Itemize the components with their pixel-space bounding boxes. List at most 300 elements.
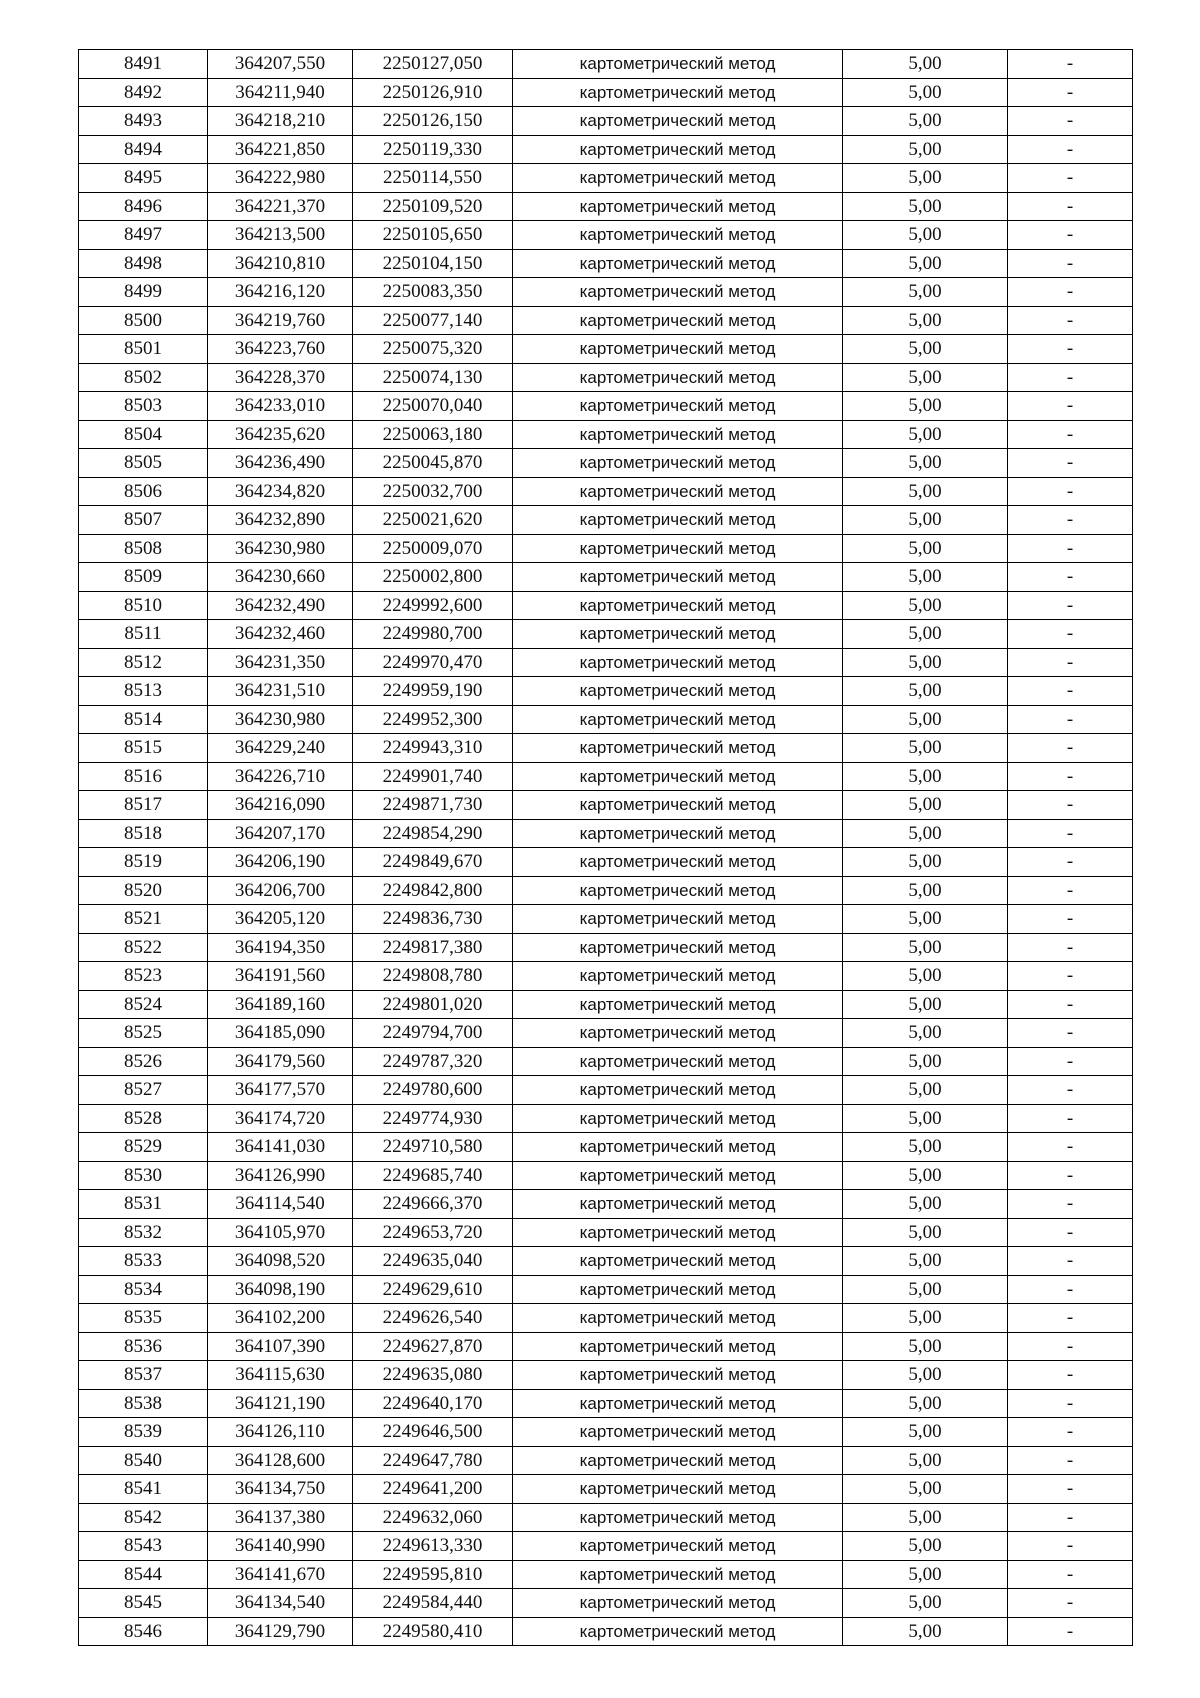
accuracy-cell: 5,00 xyxy=(843,677,1008,706)
method-cell: картометрический метод xyxy=(513,1047,843,1076)
method-cell: картометрический метод xyxy=(513,933,843,962)
point-number-cell: 8533 xyxy=(79,1247,208,1276)
method-cell: картометрический метод xyxy=(513,1019,843,1048)
note-cell: - xyxy=(1008,1019,1133,1048)
table-row xyxy=(79,1076,1133,1105)
x-coordinate-cell: 364211,940 xyxy=(208,78,353,107)
x-coordinate-cell: 364222,980 xyxy=(208,164,353,193)
note-cell: - xyxy=(1008,1190,1133,1219)
y-coordinate-cell: 2250105,650 xyxy=(353,221,513,250)
x-coordinate-cell: 364229,240 xyxy=(208,734,353,763)
table-row xyxy=(79,1389,1133,1418)
note-cell: - xyxy=(1008,135,1133,164)
accuracy-cell: 5,00 xyxy=(843,734,1008,763)
table-row xyxy=(79,192,1133,221)
table-row xyxy=(79,1247,1133,1276)
accuracy-cell: 5,00 xyxy=(843,1560,1008,1589)
note-cell: - xyxy=(1008,534,1133,563)
note-cell: - xyxy=(1008,1332,1133,1361)
accuracy-cell: 5,00 xyxy=(843,791,1008,820)
table-row xyxy=(79,677,1133,706)
point-number-cell: 8522 xyxy=(79,933,208,962)
note-cell: - xyxy=(1008,1218,1133,1247)
x-coordinate-cell: 364232,890 xyxy=(208,506,353,535)
y-coordinate-cell: 2250109,520 xyxy=(353,192,513,221)
point-number-cell: 8527 xyxy=(79,1076,208,1105)
y-coordinate-cell: 2249871,730 xyxy=(353,791,513,820)
note-cell: - xyxy=(1008,420,1133,449)
y-coordinate-cell: 2249943,310 xyxy=(353,734,513,763)
x-coordinate-cell: 364235,620 xyxy=(208,420,353,449)
accuracy-cell: 5,00 xyxy=(843,1389,1008,1418)
point-number-cell: 8517 xyxy=(79,791,208,820)
accuracy-cell: 5,00 xyxy=(843,762,1008,791)
method-cell: картометрический метод xyxy=(513,1133,843,1162)
x-coordinate-cell: 364098,190 xyxy=(208,1275,353,1304)
y-coordinate-cell: 2250032,700 xyxy=(353,477,513,506)
point-number-cell: 8506 xyxy=(79,477,208,506)
accuracy-cell: 5,00 xyxy=(843,1275,1008,1304)
note-cell: - xyxy=(1008,734,1133,763)
x-coordinate-cell: 364206,700 xyxy=(208,876,353,905)
table-row xyxy=(79,591,1133,620)
table-row xyxy=(79,249,1133,278)
x-coordinate-cell: 364221,370 xyxy=(208,192,353,221)
table-row xyxy=(79,1503,1133,1532)
point-number-cell: 8545 xyxy=(79,1589,208,1618)
note-cell: - xyxy=(1008,705,1133,734)
table-row xyxy=(79,1361,1133,1390)
accuracy-cell: 5,00 xyxy=(843,1190,1008,1219)
table-row xyxy=(79,876,1133,905)
x-coordinate-cell: 364233,010 xyxy=(208,392,353,421)
x-coordinate-cell: 364121,190 xyxy=(208,1389,353,1418)
point-number-cell: 8515 xyxy=(79,734,208,763)
accuracy-cell: 5,00 xyxy=(843,135,1008,164)
accuracy-cell: 5,00 xyxy=(843,990,1008,1019)
point-number-cell: 8499 xyxy=(79,278,208,307)
x-coordinate-cell: 364098,520 xyxy=(208,1247,353,1276)
accuracy-cell: 5,00 xyxy=(843,1247,1008,1276)
table-row xyxy=(79,221,1133,250)
accuracy-cell: 5,00 xyxy=(843,1161,1008,1190)
note-cell: - xyxy=(1008,648,1133,677)
x-coordinate-cell: 364128,600 xyxy=(208,1446,353,1475)
point-number-cell: 8508 xyxy=(79,534,208,563)
y-coordinate-cell: 2249980,700 xyxy=(353,620,513,649)
y-coordinate-cell: 2249780,600 xyxy=(353,1076,513,1105)
method-cell: картометрический метод xyxy=(513,78,843,107)
y-coordinate-cell: 2249641,200 xyxy=(353,1475,513,1504)
point-number-cell: 8498 xyxy=(79,249,208,278)
accuracy-cell: 5,00 xyxy=(843,933,1008,962)
note-cell: - xyxy=(1008,762,1133,791)
table-body xyxy=(79,50,1133,1646)
table-row xyxy=(79,620,1133,649)
y-coordinate-cell: 2249808,780 xyxy=(353,962,513,991)
y-coordinate-cell: 2249647,780 xyxy=(353,1446,513,1475)
point-number-cell: 8540 xyxy=(79,1446,208,1475)
method-cell: картометрический метод xyxy=(513,278,843,307)
note-cell: - xyxy=(1008,249,1133,278)
accuracy-cell: 5,00 xyxy=(843,221,1008,250)
method-cell: картометрический метод xyxy=(513,1218,843,1247)
y-coordinate-cell: 2249794,700 xyxy=(353,1019,513,1048)
x-coordinate-cell: 364232,460 xyxy=(208,620,353,649)
accuracy-cell: 5,00 xyxy=(843,50,1008,79)
point-number-cell: 8505 xyxy=(79,449,208,478)
point-number-cell: 8500 xyxy=(79,306,208,335)
note-cell: - xyxy=(1008,164,1133,193)
note-cell: - xyxy=(1008,50,1133,79)
table-row xyxy=(79,1104,1133,1133)
method-cell: картометрический метод xyxy=(513,1275,843,1304)
x-coordinate-cell: 364126,990 xyxy=(208,1161,353,1190)
point-number-cell: 8523 xyxy=(79,962,208,991)
x-coordinate-cell: 364216,120 xyxy=(208,278,353,307)
accuracy-cell: 5,00 xyxy=(843,1446,1008,1475)
x-coordinate-cell: 364189,160 xyxy=(208,990,353,1019)
accuracy-cell: 5,00 xyxy=(843,1304,1008,1333)
x-coordinate-cell: 364126,110 xyxy=(208,1418,353,1447)
table-row xyxy=(79,1275,1133,1304)
y-coordinate-cell: 2250021,620 xyxy=(353,506,513,535)
note-cell: - xyxy=(1008,1361,1133,1390)
x-coordinate-cell: 364207,550 xyxy=(208,50,353,79)
x-coordinate-cell: 364213,500 xyxy=(208,221,353,250)
point-number-cell: 8512 xyxy=(79,648,208,677)
method-cell: картометрический метод xyxy=(513,791,843,820)
method-cell: картометрический метод xyxy=(513,677,843,706)
x-coordinate-cell: 364174,720 xyxy=(208,1104,353,1133)
accuracy-cell: 5,00 xyxy=(843,848,1008,877)
x-coordinate-cell: 364114,540 xyxy=(208,1190,353,1219)
table-row xyxy=(79,1304,1133,1333)
method-cell: картометрический метод xyxy=(513,563,843,592)
point-number-cell: 8531 xyxy=(79,1190,208,1219)
method-cell: картометрический метод xyxy=(513,164,843,193)
y-coordinate-cell: 2250114,550 xyxy=(353,164,513,193)
y-coordinate-cell: 2249842,800 xyxy=(353,876,513,905)
y-coordinate-cell: 2250075,320 xyxy=(353,335,513,364)
table-row xyxy=(79,933,1133,962)
note-cell: - xyxy=(1008,506,1133,535)
x-coordinate-cell: 364230,980 xyxy=(208,705,353,734)
method-cell: картометрический метод xyxy=(513,192,843,221)
note-cell: - xyxy=(1008,278,1133,307)
table-row xyxy=(79,1532,1133,1561)
y-coordinate-cell: 2249836,730 xyxy=(353,905,513,934)
x-coordinate-cell: 364218,210 xyxy=(208,107,353,136)
y-coordinate-cell: 2250045,870 xyxy=(353,449,513,478)
accuracy-cell: 5,00 xyxy=(843,1218,1008,1247)
table-row xyxy=(79,278,1133,307)
accuracy-cell: 5,00 xyxy=(843,648,1008,677)
x-coordinate-cell: 364207,170 xyxy=(208,819,353,848)
x-coordinate-cell: 364107,390 xyxy=(208,1332,353,1361)
accuracy-cell: 5,00 xyxy=(843,1047,1008,1076)
x-coordinate-cell: 364226,710 xyxy=(208,762,353,791)
accuracy-cell: 5,00 xyxy=(843,164,1008,193)
accuracy-cell: 5,00 xyxy=(843,1617,1008,1646)
y-coordinate-cell: 2249627,870 xyxy=(353,1332,513,1361)
accuracy-cell: 5,00 xyxy=(843,563,1008,592)
method-cell: картометрический метод xyxy=(513,221,843,250)
x-coordinate-cell: 364230,660 xyxy=(208,563,353,592)
accuracy-cell: 5,00 xyxy=(843,620,1008,649)
table-row xyxy=(79,107,1133,136)
point-number-cell: 8509 xyxy=(79,563,208,592)
point-number-cell: 8518 xyxy=(79,819,208,848)
method-cell: картометрический метод xyxy=(513,819,843,848)
method-cell: картометрический метод xyxy=(513,506,843,535)
point-number-cell: 8513 xyxy=(79,677,208,706)
note-cell: - xyxy=(1008,1475,1133,1504)
x-coordinate-cell: 364216,090 xyxy=(208,791,353,820)
table-row xyxy=(79,905,1133,934)
method-cell: картометрический метод xyxy=(513,1190,843,1219)
y-coordinate-cell: 2249640,170 xyxy=(353,1389,513,1418)
accuracy-cell: 5,00 xyxy=(843,819,1008,848)
point-number-cell: 8516 xyxy=(79,762,208,791)
point-number-cell: 8529 xyxy=(79,1133,208,1162)
method-cell: картометрический метод xyxy=(513,1532,843,1561)
x-coordinate-cell: 364230,980 xyxy=(208,534,353,563)
method-cell: картометрический метод xyxy=(513,876,843,905)
note-cell: - xyxy=(1008,306,1133,335)
point-number-cell: 8495 xyxy=(79,164,208,193)
accuracy-cell: 5,00 xyxy=(843,249,1008,278)
y-coordinate-cell: 2249959,190 xyxy=(353,677,513,706)
y-coordinate-cell: 2249710,580 xyxy=(353,1133,513,1162)
note-cell: - xyxy=(1008,221,1133,250)
point-number-cell: 8507 xyxy=(79,506,208,535)
point-number-cell: 8504 xyxy=(79,420,208,449)
y-coordinate-cell: 2249854,290 xyxy=(353,819,513,848)
method-cell: картометрический метод xyxy=(513,1560,843,1589)
point-number-cell: 8542 xyxy=(79,1503,208,1532)
table-row xyxy=(79,1019,1133,1048)
table-row xyxy=(79,1190,1133,1219)
method-cell: картометрический метод xyxy=(513,392,843,421)
y-coordinate-cell: 2249787,320 xyxy=(353,1047,513,1076)
x-coordinate-cell: 364177,570 xyxy=(208,1076,353,1105)
point-number-cell: 8534 xyxy=(79,1275,208,1304)
method-cell: картометрический метод xyxy=(513,1503,843,1532)
point-number-cell: 8546 xyxy=(79,1617,208,1646)
x-coordinate-cell: 364205,120 xyxy=(208,905,353,934)
method-cell: картометрический метод xyxy=(513,620,843,649)
note-cell: - xyxy=(1008,591,1133,620)
y-coordinate-cell: 2249952,300 xyxy=(353,705,513,734)
table-row xyxy=(79,78,1133,107)
point-number-cell: 8526 xyxy=(79,1047,208,1076)
method-cell: картометрический метод xyxy=(513,705,843,734)
y-coordinate-cell: 2249970,470 xyxy=(353,648,513,677)
accuracy-cell: 5,00 xyxy=(843,392,1008,421)
note-cell: - xyxy=(1008,1560,1133,1589)
y-coordinate-cell: 2250002,800 xyxy=(353,563,513,592)
accuracy-cell: 5,00 xyxy=(843,1418,1008,1447)
y-coordinate-cell: 2249629,610 xyxy=(353,1275,513,1304)
x-coordinate-cell: 364236,490 xyxy=(208,449,353,478)
method-cell: картометрический метод xyxy=(513,762,843,791)
note-cell: - xyxy=(1008,1076,1133,1105)
table-row xyxy=(79,164,1133,193)
y-coordinate-cell: 2249685,740 xyxy=(353,1161,513,1190)
accuracy-cell: 5,00 xyxy=(843,905,1008,934)
y-coordinate-cell: 2250127,050 xyxy=(353,50,513,79)
note-cell: - xyxy=(1008,1389,1133,1418)
method-cell: картометрический метод xyxy=(513,905,843,934)
x-coordinate-cell: 364194,350 xyxy=(208,933,353,962)
table-row xyxy=(79,420,1133,449)
note-cell: - xyxy=(1008,449,1133,478)
accuracy-cell: 5,00 xyxy=(843,78,1008,107)
note-cell: - xyxy=(1008,563,1133,592)
table-row xyxy=(79,1617,1133,1646)
note-cell: - xyxy=(1008,1047,1133,1076)
note-cell: - xyxy=(1008,1418,1133,1447)
method-cell: картометрический метод xyxy=(513,848,843,877)
y-coordinate-cell: 2249635,080 xyxy=(353,1361,513,1390)
method-cell: картометрический метод xyxy=(513,990,843,1019)
y-coordinate-cell: 2249801,020 xyxy=(353,990,513,1019)
table-row xyxy=(79,1418,1133,1447)
point-number-cell: 8501 xyxy=(79,335,208,364)
method-cell: картометрический метод xyxy=(513,1589,843,1618)
method-cell: картометрический метод xyxy=(513,1304,843,1333)
x-coordinate-cell: 364141,670 xyxy=(208,1560,353,1589)
x-coordinate-cell: 364179,560 xyxy=(208,1047,353,1076)
y-coordinate-cell: 2249626,540 xyxy=(353,1304,513,1333)
method-cell: картометрический метод xyxy=(513,534,843,563)
x-coordinate-cell: 364115,630 xyxy=(208,1361,353,1390)
point-number-cell: 8544 xyxy=(79,1560,208,1589)
note-cell: - xyxy=(1008,1589,1133,1618)
table-row xyxy=(79,363,1133,392)
x-coordinate-cell: 364137,380 xyxy=(208,1503,353,1532)
method-cell: картометрический метод xyxy=(513,1161,843,1190)
note-cell: - xyxy=(1008,1532,1133,1561)
table-row xyxy=(79,1161,1133,1190)
table-row xyxy=(79,50,1133,79)
note-cell: - xyxy=(1008,620,1133,649)
table-row xyxy=(79,1133,1133,1162)
y-coordinate-cell: 2249632,060 xyxy=(353,1503,513,1532)
note-cell: - xyxy=(1008,392,1133,421)
note-cell: - xyxy=(1008,791,1133,820)
x-coordinate-cell: 364206,190 xyxy=(208,848,353,877)
table-row xyxy=(79,1589,1133,1618)
method-cell: картометрический метод xyxy=(513,1389,843,1418)
x-coordinate-cell: 364134,540 xyxy=(208,1589,353,1618)
y-coordinate-cell: 2249666,370 xyxy=(353,1190,513,1219)
table-row xyxy=(79,477,1133,506)
y-coordinate-cell: 2249613,330 xyxy=(353,1532,513,1561)
y-coordinate-cell: 2249595,810 xyxy=(353,1560,513,1589)
accuracy-cell: 5,00 xyxy=(843,705,1008,734)
note-cell: - xyxy=(1008,933,1133,962)
table-row xyxy=(79,734,1133,763)
y-coordinate-cell: 2250126,910 xyxy=(353,78,513,107)
x-coordinate-cell: 364141,030 xyxy=(208,1133,353,1162)
note-cell: - xyxy=(1008,962,1133,991)
point-number-cell: 8524 xyxy=(79,990,208,1019)
point-number-cell: 8497 xyxy=(79,221,208,250)
method-cell: картометрический метод xyxy=(513,1446,843,1475)
x-coordinate-cell: 364234,820 xyxy=(208,477,353,506)
accuracy-cell: 5,00 xyxy=(843,192,1008,221)
x-coordinate-cell: 364185,090 xyxy=(208,1019,353,1048)
method-cell: картометрический метод xyxy=(513,363,843,392)
x-coordinate-cell: 364223,760 xyxy=(208,335,353,364)
method-cell: картометрический метод xyxy=(513,1104,843,1133)
point-number-cell: 8532 xyxy=(79,1218,208,1247)
point-number-cell: 8510 xyxy=(79,591,208,620)
accuracy-cell: 5,00 xyxy=(843,1104,1008,1133)
x-coordinate-cell: 364232,490 xyxy=(208,591,353,620)
y-coordinate-cell: 2250077,140 xyxy=(353,306,513,335)
note-cell: - xyxy=(1008,1503,1133,1532)
x-coordinate-cell: 364134,750 xyxy=(208,1475,353,1504)
y-coordinate-cell: 2249584,440 xyxy=(353,1589,513,1618)
method-cell: картометрический метод xyxy=(513,648,843,677)
y-coordinate-cell: 2250119,330 xyxy=(353,135,513,164)
x-coordinate-cell: 364228,370 xyxy=(208,363,353,392)
accuracy-cell: 5,00 xyxy=(843,1019,1008,1048)
method-cell: картометрический метод xyxy=(513,249,843,278)
point-number-cell: 8492 xyxy=(79,78,208,107)
note-cell: - xyxy=(1008,848,1133,877)
point-number-cell: 8530 xyxy=(79,1161,208,1190)
table-row xyxy=(79,449,1133,478)
note-cell: - xyxy=(1008,192,1133,221)
point-number-cell: 8496 xyxy=(79,192,208,221)
note-cell: - xyxy=(1008,107,1133,136)
point-number-cell: 8525 xyxy=(79,1019,208,1048)
table-row xyxy=(79,335,1133,364)
x-coordinate-cell: 364231,350 xyxy=(208,648,353,677)
note-cell: - xyxy=(1008,335,1133,364)
table-row xyxy=(79,648,1133,677)
point-number-cell: 8502 xyxy=(79,363,208,392)
y-coordinate-cell: 2250083,350 xyxy=(353,278,513,307)
point-number-cell: 8511 xyxy=(79,620,208,649)
accuracy-cell: 5,00 xyxy=(843,1361,1008,1390)
method-cell: картометрический метод xyxy=(513,477,843,506)
accuracy-cell: 5,00 xyxy=(843,876,1008,905)
table-row xyxy=(79,819,1133,848)
table-row xyxy=(79,135,1133,164)
y-coordinate-cell: 2250126,150 xyxy=(353,107,513,136)
method-cell: картометрический метод xyxy=(513,420,843,449)
note-cell: - xyxy=(1008,990,1133,1019)
y-coordinate-cell: 2249580,410 xyxy=(353,1617,513,1646)
y-coordinate-cell: 2249646,500 xyxy=(353,1418,513,1447)
table-row xyxy=(79,762,1133,791)
point-number-cell: 8539 xyxy=(79,1418,208,1447)
y-coordinate-cell: 2250009,070 xyxy=(353,534,513,563)
y-coordinate-cell: 2249992,600 xyxy=(353,591,513,620)
method-cell: картометрический метод xyxy=(513,734,843,763)
table-row xyxy=(79,1475,1133,1504)
accuracy-cell: 5,00 xyxy=(843,591,1008,620)
point-number-cell: 8528 xyxy=(79,1104,208,1133)
accuracy-cell: 5,00 xyxy=(843,962,1008,991)
note-cell: - xyxy=(1008,1304,1133,1333)
note-cell: - xyxy=(1008,677,1133,706)
